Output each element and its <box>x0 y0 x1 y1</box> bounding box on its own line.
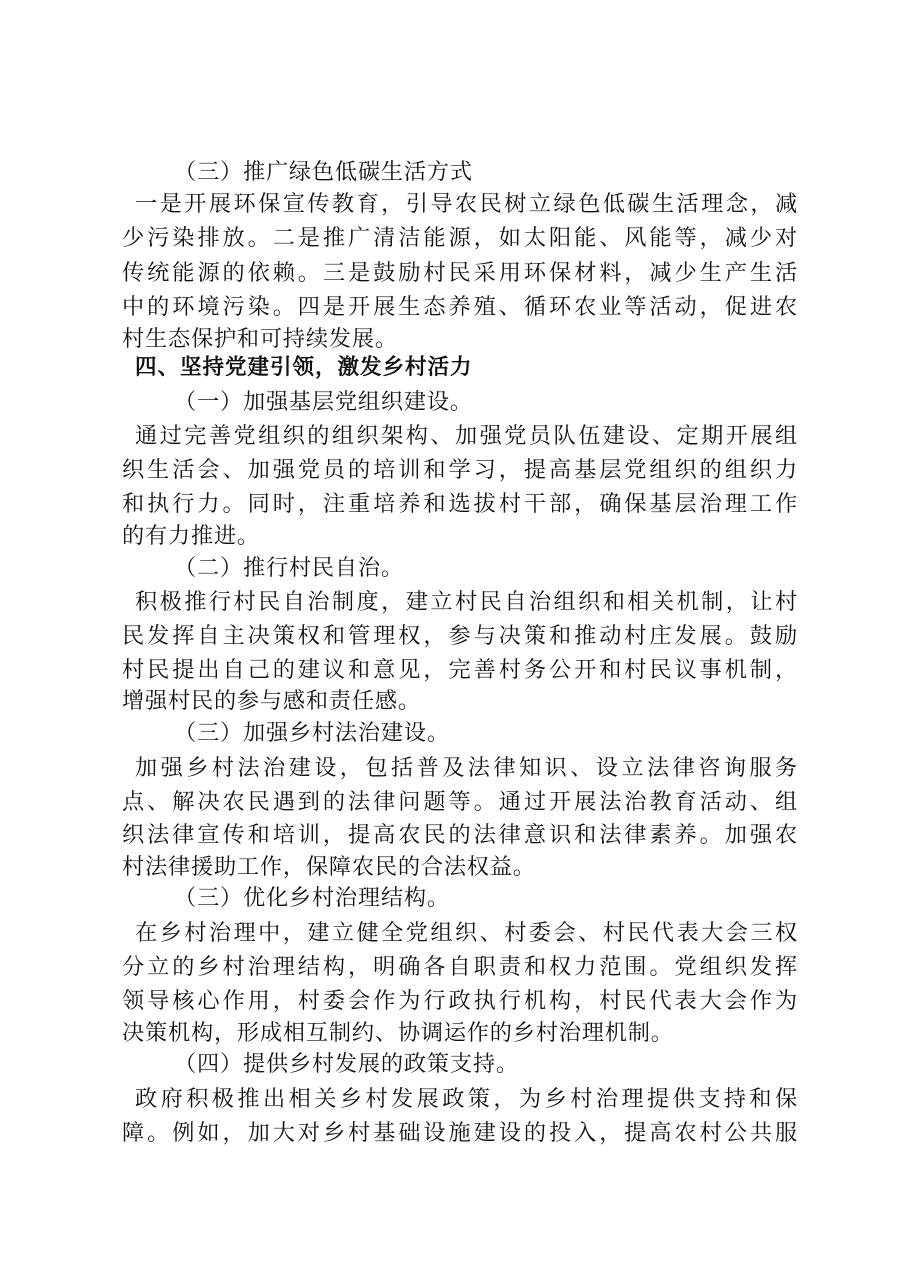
paragraph-line: 政府积极推出相关乡村发展政策，为乡村治理提供支持和保 <box>135 1086 798 1112</box>
paragraph-line: 在乡村治理中，建立健全党组织、村委会、村民代表大会三权 <box>135 920 798 946</box>
paragraph-line: 村法律援助工作，保障农民的合法权益。 <box>122 854 536 880</box>
paragraph-line: 积极推行村民自治制度，建立村民自治组织和相关机制，让村 <box>135 589 798 615</box>
paragraph-line: 领导核心作用，村委会作为行政执行机构，村民代表大会作为 <box>122 988 798 1014</box>
paragraph-line: 织生活会、加强党员的培训和学习，提高基层党组织的组织力 <box>122 457 798 483</box>
subheading: （二）推行村民自治。 <box>174 555 404 581</box>
paragraph-line: 障。例如，加大对乡村基础设施建设的投入，提高农村公共服 <box>122 1120 798 1146</box>
paragraph-line: 分立的乡村治理结构，明确各自职责和权力范围。党组织发挥 <box>122 954 798 980</box>
paragraph-line: 点、解决农民遇到的法律问题等。通过开展法治教育活动、组 <box>122 789 798 815</box>
subheading: （三）优化乡村治理结构。 <box>174 885 450 911</box>
paragraph-line: 织法律宣传和培训，提高农民的法律意识和法律素养。加强农 <box>122 822 798 848</box>
section-heading: 四、坚持党建引领，激发乡村活力 <box>135 355 473 380</box>
paragraph-line: 决策机构，形成相互制约、协调运作的乡村治理机制。 <box>122 1020 674 1046</box>
paragraph-line: 少污染排放。二是推广清洁能源，如太阳能、风能等，减少对 <box>122 225 798 251</box>
paragraph-line: 民发挥自主决策权和管理权，参与决策和推动村庄发展。鼓励 <box>122 623 798 649</box>
subheading: （四）提供乡村发展的政策支持。 <box>174 1051 519 1077</box>
paragraph-line: 增强村民的参与感和责任感。 <box>122 688 421 714</box>
paragraph-line: 村生态保护和可持续发展。 <box>122 326 398 352</box>
subheading-green-lifestyle: （三）推广绿色低碳生活方式 <box>174 159 473 185</box>
paragraph-line: 加强乡村法治建设，包括普及法律知识、设立法律咨询服务 <box>135 755 798 781</box>
paragraph-line: 中的环境污染。四是开展生态养殖、循环农业等活动，促进农 <box>122 294 798 320</box>
subheading: （三）加强乡村法治建设。 <box>174 720 450 746</box>
paragraph-line: 传统能源的依赖。三是鼓励村民采用环保材料，减少生产生活 <box>122 260 798 286</box>
paragraph-line: 一是开展环保宣传教育，引导农民树立绿色低碳生活理念，减 <box>135 191 798 217</box>
subheading: （一）加强基层党组织建设。 <box>174 389 473 415</box>
paragraph-line: 的有力推进。 <box>122 523 260 549</box>
paragraph-line: 和执行力。同时，注重培养和选拔村干部，确保基层治理工作 <box>122 491 798 517</box>
paragraph-line: 村民提出自己的建议和意见，完善村务公开和村民议事机制， <box>122 657 798 683</box>
paragraph-line: 通过完善党组织的组织架构、加强党员队伍建设、定期开展组 <box>135 423 798 449</box>
